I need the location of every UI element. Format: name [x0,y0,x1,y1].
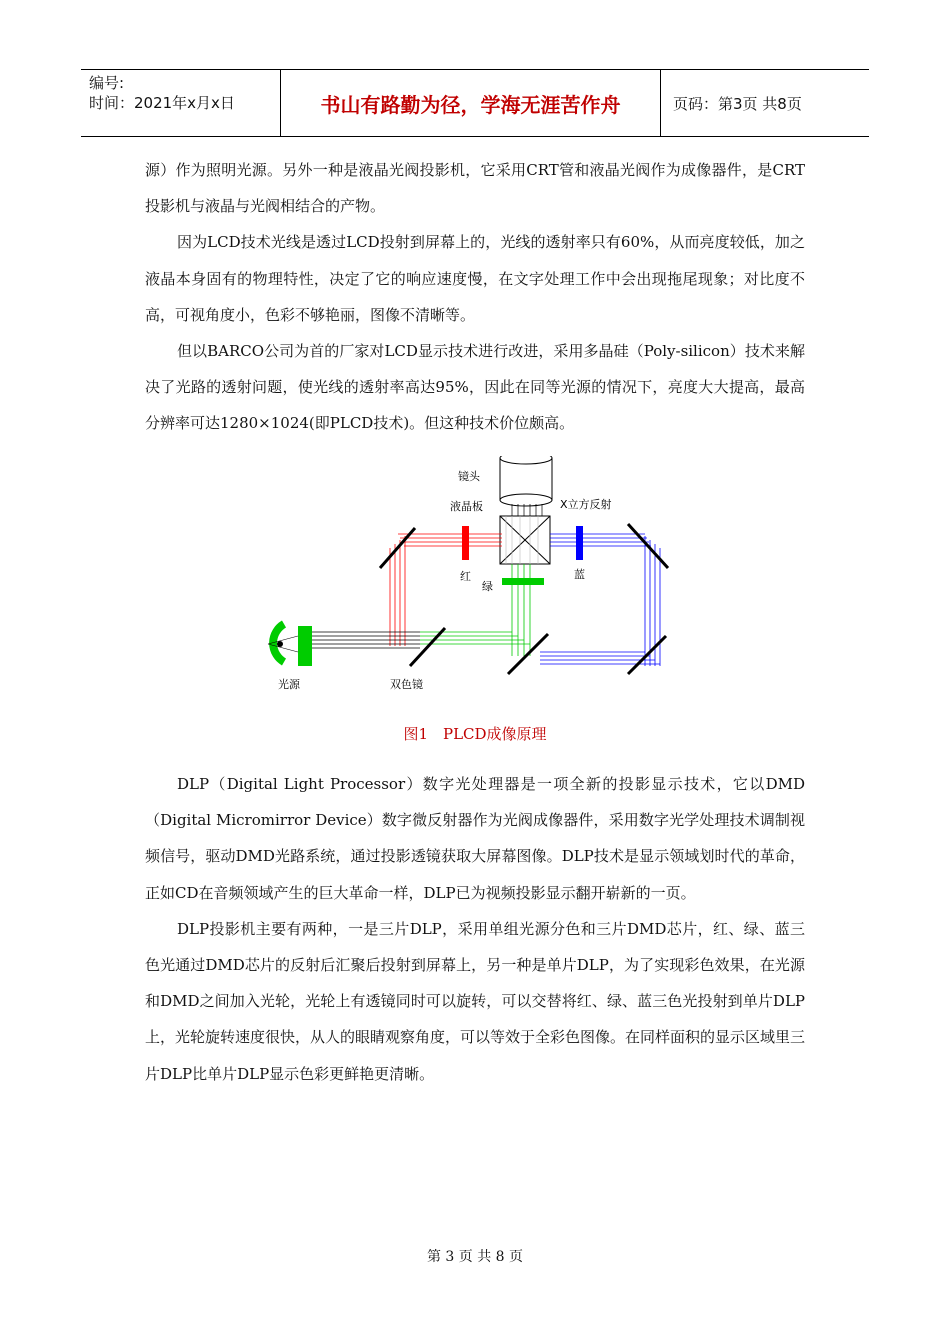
header-meta [81,70,281,136]
page-footer: 第 3 页 共 8 页 [426,1249,524,1265]
label-green: 绿 [482,580,493,593]
label-x-cube: X立方反射 [560,498,612,511]
lens-shape [500,456,552,506]
label-dichroic: 双色镜 [390,678,423,691]
header-page-number: 页码：第3页 共8页 [673,94,802,113]
blue-beams [540,534,660,666]
page-header [81,69,869,137]
paragraph: 但以BARCO公司为首的厂家对LCD显示技术进行改进，采用多晶硅（Poly-silicon）技术来解决了光路的透射问题，使光线的透射率高达95%，因此在同等光源的情况下，亮度大大提高，最高分辨率可达1280×1024(即PLCD技术)。但这种技术价位颇高。 [145,342,805,433]
paragraph: DLP（Digital Light Processor）数字光处理器是一项全新的投影显示技术，它以DMD （Digital Micromirror Device）数字微反射器作为光阀成像器件，采用数字光学处理技术调制视频信号，驱动DMD光路系统，通过投影透镜获取大屏幕图像。DLP技术是显示领域划时代的革命，正如CD在音频领域产生的巨大革命一样，DLP已为视频投影显示翻开崭新的一页。 [145,775,805,902]
paragraph: 因为LCD技术光线是透过LCD投射到屏幕上的，光线的透射率只有60%，从而亮度较低，加之液晶本身固有的物理特性，决定了它的响应速度慢，在文字处理工作中会出现拖尾现象；对比度不高，可视角度小，色彩不够艳丽，图像不清晰等。 [145,233,805,324]
source-beams [312,632,420,648]
blue-panel [576,526,583,560]
paragraph: DLP投影机主要有两种，一是三片DLP，采用单组光源分色和三片DMD芯片，红、绿、蓝三色光通过DMD芯片的反射后汇聚后投射到屏幕上，另一种是单片DLP，为了实现彩色效果，在光源和DMD之间加入光轮，光轮上有透镜同时可以旋转，可以交替将红、绿、蓝三色光投射到单片DLP上，光轮旋转速度很快，从人的眼睛观察角度，可以等效于全彩色图像。在同样面积的显示区域里三片DLP比单片DLP显示色彩更鲜艳更清晰。 [145,919,806,1083]
green-panel [502,578,544,585]
header-motto: 书山有路勤为径，学海无涯苦作舟 [281,70,661,136]
figure-caption: 图1 PLCD成像原理 [403,725,547,743]
label-blue: 蓝 [574,568,585,581]
green-beams [420,564,530,656]
document-date: 时间：2021年x月x日 [89,94,235,112]
label-light-source: 光源 [278,678,300,691]
label-red: 红 [460,570,471,583]
label-lens: 镜头 [458,470,480,483]
x-cube [500,516,550,564]
plcd-diagram [250,456,690,696]
paragraph: 源）作为照明光源。另外一种是液晶光阀投影机，它采用CRT管和液晶光阀作为成像器件，是CRT投影机与液晶与光阀相结合的产物。 [145,161,805,216]
label-lcd-panel: 液晶板 [450,500,483,513]
body-text-bottom [145,766,805,1092]
light-source-shape [268,624,312,666]
red-panel [462,526,469,560]
body-text-top [145,152,805,442]
document-number-label: 编号: [89,74,125,92]
